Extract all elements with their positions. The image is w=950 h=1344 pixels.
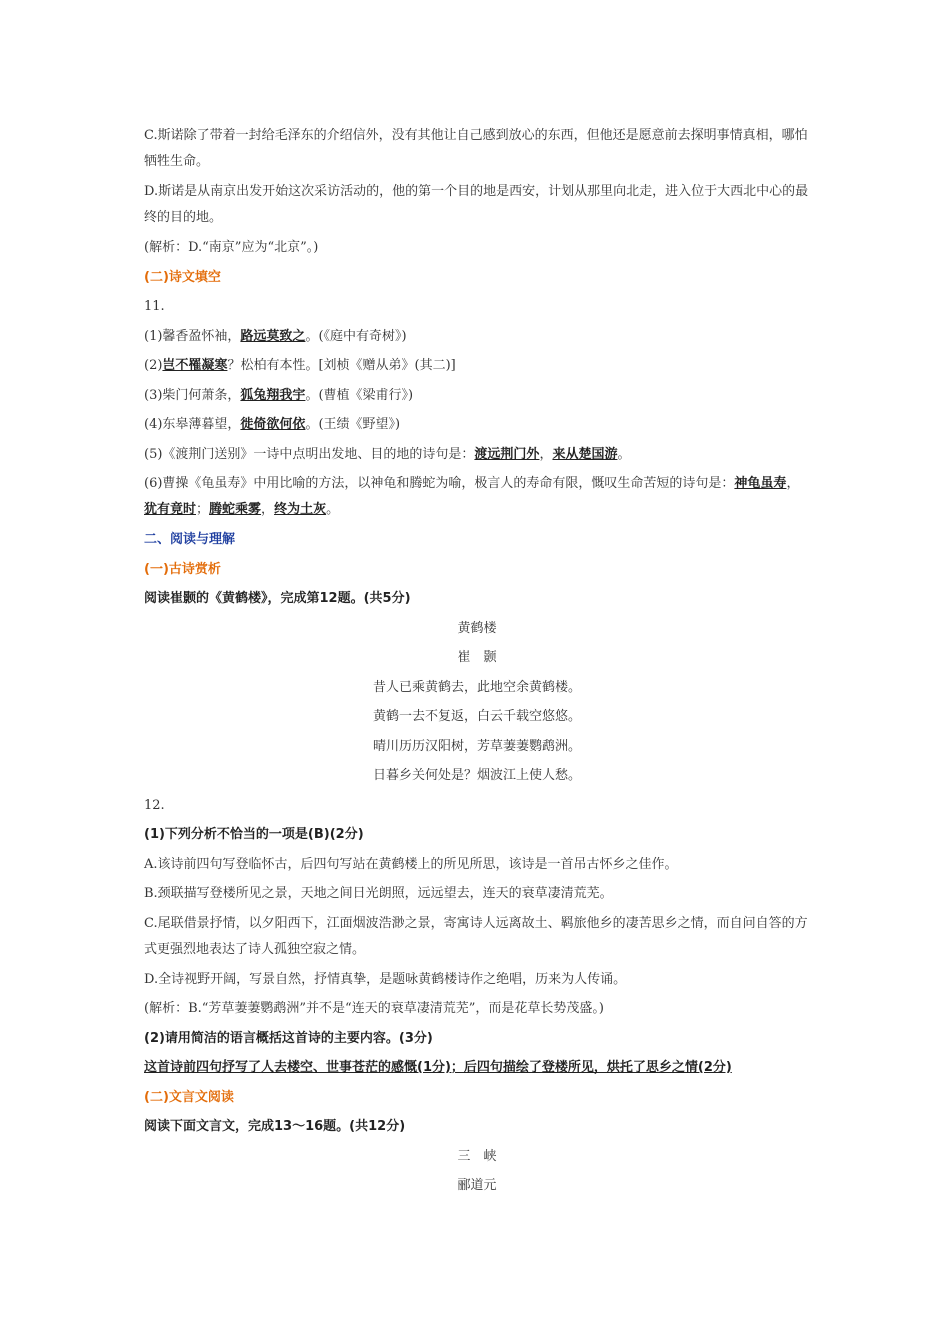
poem-author: 崔 颢 [457,650,497,665]
question-12-2: (2)请用简洁的语言概括这首诗的主要内容。(3分) [144,1030,433,1046]
fill-item-1: (1)馨香盈怀袖，路远莫致之。(《庭中有奇树》) [144,328,407,344]
fill-answer: 徙倚欲何依 [240,417,306,432]
poem-line: 日暮乡关何处是？烟波江上使人愁。 [372,768,581,783]
fill-item-3: (3)柴门何萧条，狐兔翔我宇。(曹植《梁甫行》) [144,387,414,403]
question-12-1: (1)下列分析不恰当的一项是(B)(2分) [144,827,364,842]
option-d-prev: D.斯诺是从南京出发开始这次采访活动的，他的第一个目的地是西安，计划从那里向北走，进入位于大西北中心的最终的目的地。 [144,184,809,225]
fill-item-2: (2)岂不罹凝寒？松柏有本性。[刘桢《赠从弟》(其二)] [144,358,456,373]
option-b: B.颈联描写登楼所见之景，天地之间日光朗照，远远望去，连天的衰草凄清荒芜。 [144,886,613,901]
fill-answer: 神龟虽寿 [734,476,787,491]
prose-author: 郦道元 [457,1178,497,1193]
poem-line: 昔人已乘黄鹤去，此地空余黄鹤楼。 [372,679,581,695]
subsection-heading-poem: (一)古诗赏析 [144,561,221,577]
fill-item-5: (5)《渡荆门送别》一诗中点明出发地、目的地的诗句是：渡远荆门外，来从楚国游。 [144,446,631,462]
section-heading-poetry-fill: (二)诗文填空 [144,269,221,285]
option-c: C.尾联借景抒情，以夕阳西下，江面烟波浩渺之景，寄寓诗人远离故土、羁旅他乡的凄苦思乡之情，而自问自答的方式更强烈地表达了诗人孤独空寂之情。 [144,915,808,957]
question-12-2-answer: 这首诗前四句抒写了人去楼空、世事苍茫的感慨(1分)；后四句描绘了登楼所见，烘托了思乡之情(2分) [144,1060,732,1075]
fill-answer: 犹有竟时 [144,502,197,517]
fill-answer: 终为土灰 [274,502,327,517]
fill-answer: 来从楚国游 [552,446,618,462]
fill-answer: 腾蛇乘雾 [209,502,262,517]
fill-item-4: (4)东皋薄暮望，徙倚欲何依。(王绩《野望》) [144,417,401,432]
fill-item-6: (6)曹操《龟虽寿》中用比喻的方法，以神龟和腾蛇为喻，极言人的寿命有限，慨叹生命苦短的诗句是：神龟虽寿，犹有竟时；腾蛇乘雾，终为土灰。 [144,476,800,517]
option-d: D.全诗视野开阔，写景自然，抒情真挚，是题咏黄鹤楼诗作之绝唱，历来为人传诵。 [144,971,627,987]
fill-answer: 渡远荆门外 [474,446,540,462]
poem-line: 晴川历历汉阳树，芳草萋萋鹦鹉洲。 [372,738,581,754]
reading-intro-2: 阅读下面文言文，完成13～16题。(共12分) [144,1119,406,1134]
question-number-11: 11. [144,299,165,314]
question-number-12: 12. [144,797,165,813]
poem-line: 黄鹤一去不复返，白云千载空悠悠。 [372,709,581,724]
fill-answer: 路远莫致之 [240,328,306,344]
option-a: A.该诗前四句写登临怀古，后四句写站在黄鹤楼上的所见所思，该诗是一首吊古怀乡之佳作。 [144,856,678,872]
section-heading-reading: 二、阅读与理解 [144,532,236,547]
poem-title: 黄鹤楼 [457,620,497,636]
fill-answer: 狐兔翔我宇 [240,387,306,403]
prose-title: 三 峡 [457,1148,497,1164]
option-c-prev: C.斯诺除了带着一封给毛泽东的介绍信外，没有其他让自己感到放心的东西，但他还是愿意前去探明事情真相，哪怕牺牲生命。 [144,128,808,169]
analysis-prev: (解析：D.“南京”应为“北京”。) [144,240,319,255]
document-page [144,121,810,1201]
analysis: (解析：B.“芳草萋萋鹦鹉洲”并不是“连天的衰草凄清荒芜”，而是花草长势茂盛。) [144,1001,604,1016]
subsection-heading-prose: (二)文言文阅读 [144,1089,234,1105]
fill-answer: 岂不罹凝寒 [162,358,228,373]
reading-intro: 阅读崔颢的《黄鹤楼》，完成第12题。(共5分) [144,591,411,606]
